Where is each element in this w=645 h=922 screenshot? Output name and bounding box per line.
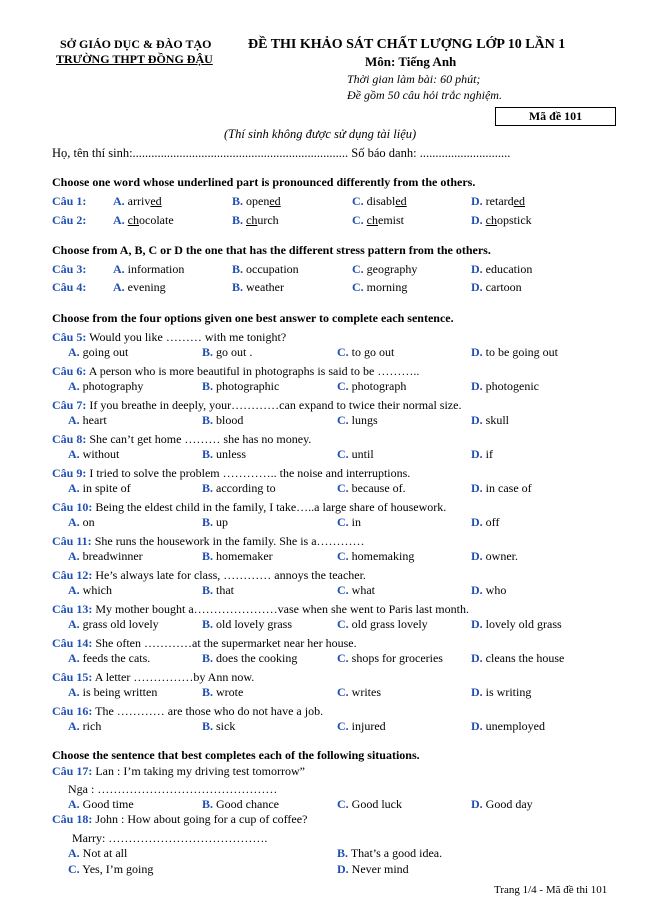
question-row — [0, 262, 645, 278]
question-stem: Câu 11: She runs the housework in the family. She is a………… — [52, 534, 365, 548]
option-a[interactable]: A. feeds the cats. — [68, 651, 151, 665]
options-row — [0, 413, 645, 429]
question-number: Câu 3: — [52, 262, 87, 276]
option-b[interactable]: B. go out . — [202, 345, 253, 359]
options-row — [0, 583, 645, 599]
options-row — [0, 515, 645, 531]
option-c[interactable]: C. disabled — [352, 194, 407, 208]
question-stem: Câu 16: The ………… are those who do not have a job. — [52, 704, 324, 718]
dialogue-reply: Nga : ……………………………………… — [68, 782, 278, 796]
option-c[interactable]: C. photograph — [337, 379, 407, 393]
option-a[interactable]: A. photography — [68, 379, 144, 393]
option-c[interactable]: C. to go out — [337, 345, 395, 359]
page-footer: Trang 1/4 - Mã đề thi 101 — [494, 884, 608, 896]
question-stem: Câu 17: Lan : I’m taking my driving test tomorrow” — [52, 764, 305, 778]
subject: Môn: Tiếng Anh — [365, 54, 457, 69]
option-a[interactable]: A. going out — [68, 345, 129, 359]
question-row — [0, 194, 645, 210]
option-c[interactable]: C. geography — [352, 262, 418, 276]
question-stem: Câu 15: A letter ……………by Ann now. — [52, 670, 255, 684]
option-d[interactable]: D. owner. — [471, 549, 518, 563]
question-stem: Câu 8: She can’t get home ……… she has no money. — [52, 432, 312, 446]
option-b[interactable]: B. weather — [232, 280, 284, 294]
option-d[interactable]: D. cartoon — [471, 280, 522, 294]
option-b[interactable]: B. wrote — [202, 685, 244, 699]
option-c[interactable]: C. old grass lovely — [337, 617, 428, 631]
option-c[interactable]: C. Good luck — [337, 797, 402, 811]
options-row — [0, 862, 645, 878]
option-a[interactable]: A. heart — [68, 413, 107, 427]
section-heading: Choose the sentence that best completes each of the following situations. — [52, 748, 420, 762]
option-b[interactable]: B. sick — [202, 719, 236, 733]
question-stem: Câu 10: Being the eldest child in the family, I take…..a large share of housework. — [52, 500, 447, 514]
question-stem: Câu 14: She often …………at the supermarket near her house. — [52, 636, 357, 650]
time-limit: Thời gian làm bài: 60 phút; — [347, 72, 481, 86]
option-a[interactable]: A. arrived — [113, 194, 162, 208]
option-a[interactable]: A. is being written — [68, 685, 158, 699]
option-b[interactable]: B. old lovely grass — [202, 617, 293, 631]
option-a[interactable]: A. without — [68, 447, 120, 461]
options-row — [0, 345, 645, 361]
option-a[interactable]: A. rich — [68, 719, 102, 733]
option-b[interactable]: B. opened — [232, 194, 281, 208]
option-d[interactable]: D. in case of — [471, 481, 532, 495]
option-d[interactable]: D. cleans the house — [471, 651, 565, 665]
option-c[interactable]: C. morning — [352, 280, 408, 294]
option-d[interactable]: D. skull — [471, 413, 510, 427]
options-row — [0, 481, 645, 497]
option-a[interactable]: A. which — [68, 583, 112, 597]
exam-code-box: Mã đề 101 — [495, 107, 616, 126]
options-row — [0, 797, 645, 813]
option-a[interactable]: A. Not at all — [68, 846, 128, 860]
question-stem: Câu 13: My mother bought a…………………vase when she went to Paris last month. — [52, 602, 469, 616]
question-number: Câu 1: — [52, 194, 87, 208]
option-d[interactable]: D. who — [471, 583, 507, 597]
question-stem: Câu 6: A person who is more beautiful in photographs is said to be ……….. — [52, 364, 420, 378]
option-a[interactable]: A. evening — [113, 280, 166, 294]
question-stem: Câu 9: I tried to solve the problem ………….. the noise and interruptions. — [52, 466, 411, 480]
option-a[interactable]: A. information — [113, 262, 185, 276]
section-heading: Choose from A, B, C or D the one that has the different stress pattern from the others. — [52, 243, 491, 257]
option-b[interactable]: B. homemaker — [202, 549, 273, 563]
dialogue-reply: Marry: …………………………………. — [72, 831, 268, 845]
option-d[interactable]: D. photogenic — [471, 379, 539, 393]
option-c[interactable]: C. in — [337, 515, 362, 529]
options-row — [0, 719, 645, 735]
option-a[interactable]: A. Good time — [68, 797, 134, 811]
option-d[interactable]: D. off — [471, 515, 500, 529]
option-d[interactable]: D. is writing — [471, 685, 532, 699]
option-b[interactable]: B. photographic — [202, 379, 280, 393]
school-name: TRƯỜNG THPT ĐỒNG ĐẬU — [56, 52, 213, 66]
option-c[interactable]: C. chemist — [352, 213, 404, 227]
option-a[interactable]: A. breadwinner — [68, 549, 143, 563]
question-row — [0, 213, 645, 229]
option-c[interactable]: C. what — [337, 583, 375, 597]
no-materials-note: (Thí sinh không được sử dụng tài liệu) — [224, 127, 417, 141]
option-c[interactable]: C. shops for groceries — [337, 651, 443, 665]
option-d[interactable]: D. Never mind — [337, 862, 409, 876]
option-b[interactable]: B. Good chance — [202, 797, 279, 811]
candidate-info-line: Họ, tên thí sinh:..................................................................... Số báo danh: ............................. — [52, 146, 511, 160]
question-stem: Câu 12: He’s always late for class, ………… annoys the teacher. — [52, 568, 366, 582]
section-heading: Choose one word whose underlined part is pronounced differently from the others. — [52, 175, 476, 189]
option-b[interactable]: B. according to — [202, 481, 276, 495]
question-stem: Câu 7: If you breathe in deeply, your…………can expand to twice their normal size. — [52, 398, 462, 412]
question-number: Câu 4: — [52, 280, 87, 294]
question-count: Đề gồm 50 câu hỏi trắc nghiệm. — [347, 88, 502, 102]
question-row — [0, 280, 645, 296]
question-stem: Câu 18: John : How about going for a cup of coffee? — [52, 812, 308, 826]
option-c[interactable]: C. until — [337, 447, 374, 461]
option-c[interactable]: C. injured — [337, 719, 386, 733]
option-d[interactable]: D. unemployed — [471, 719, 545, 733]
options-row — [0, 549, 645, 565]
option-d[interactable]: D. to be going out — [471, 345, 558, 359]
option-b[interactable]: B. up — [202, 515, 229, 529]
option-c[interactable]: C. writes — [337, 685, 381, 699]
option-a[interactable]: A. grass old lovely — [68, 617, 159, 631]
option-d[interactable]: D. chopstick — [471, 213, 532, 227]
option-d[interactable]: D. retarded — [471, 194, 525, 208]
options-row — [0, 379, 645, 395]
option-b[interactable]: B. unless — [202, 447, 247, 461]
option-c[interactable]: C. homemaking — [337, 549, 415, 563]
option-b[interactable]: B. That’s a good idea. — [337, 846, 443, 860]
option-d[interactable]: D. education — [471, 262, 533, 276]
option-a[interactable]: A. on — [68, 515, 95, 529]
options-row — [0, 447, 645, 463]
section-heading: Choose from the four options given one best answer to complete each sentence. — [52, 311, 454, 325]
option-a[interactable]: A. chocolate — [113, 213, 174, 227]
option-d[interactable]: D. Good day — [471, 797, 533, 811]
dept-name: SỞ GIÁO DỤC & ĐÀO TẠO — [60, 37, 212, 51]
option-c[interactable]: C. lungs — [337, 413, 378, 427]
exam-title: ĐỀ THI KHẢO SÁT CHẤT LƯỢNG LỚP 10 LẦN 1 — [248, 37, 566, 52]
options-row — [0, 685, 645, 701]
option-b[interactable]: B. occupation — [232, 262, 299, 276]
options-row — [0, 617, 645, 633]
question-number: Câu 2: — [52, 213, 87, 227]
options-row — [0, 846, 645, 862]
option-a[interactable]: A. in spite of — [68, 481, 131, 495]
option-b[interactable]: B. church — [232, 213, 279, 227]
option-c[interactable]: C. because of. — [337, 481, 406, 495]
option-b[interactable]: B. that — [202, 583, 235, 597]
question-stem: Câu 5: Would you like ……… with me tonight? — [52, 330, 287, 344]
options-row — [0, 651, 645, 667]
option-b[interactable]: B. blood — [202, 413, 244, 427]
option-d[interactable]: D. lovely old grass — [471, 617, 562, 631]
option-b[interactable]: B. does the cooking — [202, 651, 298, 665]
option-c[interactable]: C. Yes, I’m going — [68, 862, 154, 876]
option-d[interactable]: D. if — [471, 447, 494, 461]
